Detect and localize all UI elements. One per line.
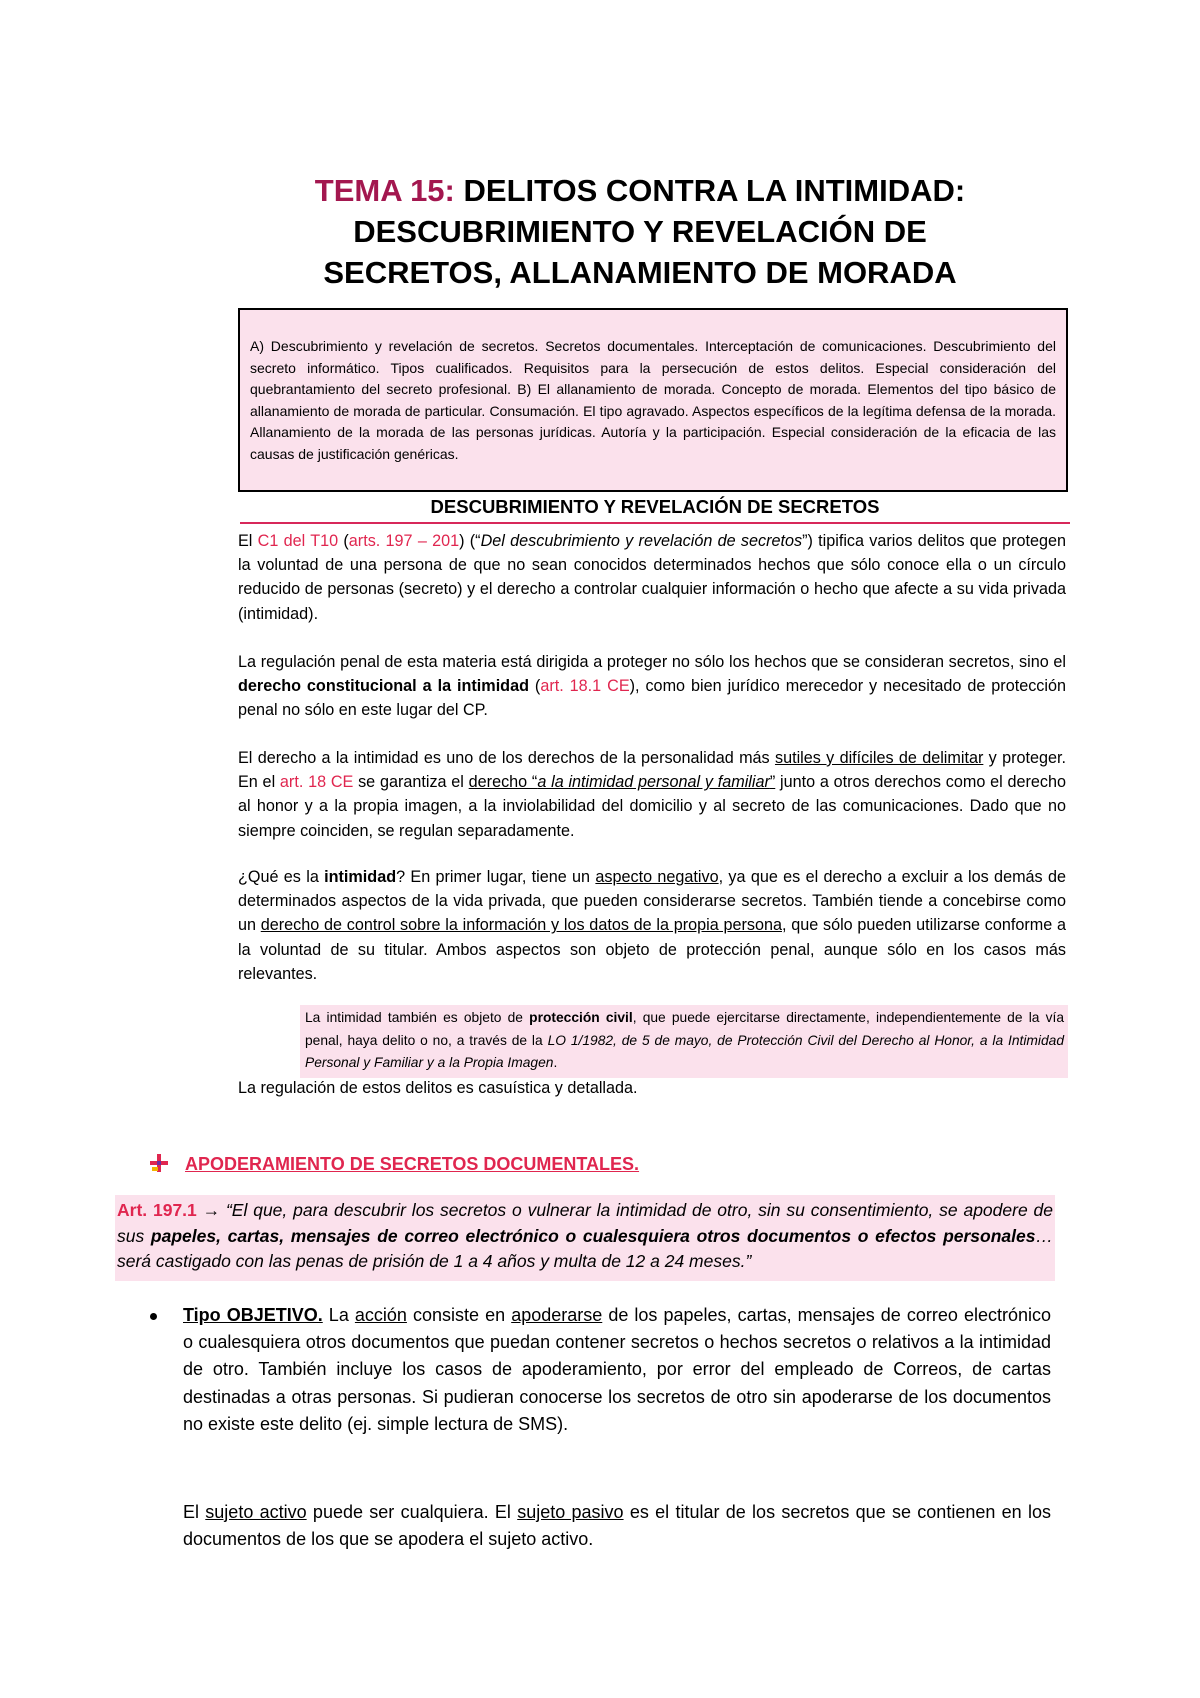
- article-ref: art. 18.1 CE: [540, 677, 630, 696]
- title-tema: TEMA 15:: [314, 173, 455, 208]
- heading-2-label: APODERAMIENTO DE SECRETOS DOCUMENTALES.: [185, 1154, 640, 1174]
- paragraph-5: La regulación de estos delitos es casuística y detallada.: [238, 1079, 638, 1097]
- title-line3: SECRETOS, ALLANAMIENTO DE MORADA: [323, 255, 957, 290]
- article-ref: art. 18 CE: [279, 773, 354, 792]
- bullet-dot-icon: [150, 1313, 157, 1320]
- title-line1: DELITOS CONTRA LA INTIMIDAD:: [463, 173, 966, 208]
- section-heading-2: [150, 1154, 639, 1175]
- article-number: Art. 197.1: [117, 1200, 197, 1220]
- paragraph-4: ¿Qué es la intimidad? En primer lugar, tiene un aspecto negativo, ya que es el derecho a excluir a los demás de determinados aspectos de la vida privada, que pueden considerarse secretos. También tiende a concebirse como un derecho de control sobre la información y los datos de la propia persona, que sólo pueden utilizarse conforme a la voluntad de su titular. Ambos aspectos son objeto de protección penal, aunque sólo en los casos más relevantes.: [238, 868, 1066, 983]
- bullet-paragraph-2: El sujeto activo puede ser cualquiera. El sujeto pasivo es el titular de los secretos que se contienen en los documentos de los que se apodera el sujeto activo.: [183, 1502, 1051, 1550]
- title-line2: DESCUBRIMIENTO Y REVELACIÓN DE: [353, 214, 927, 249]
- bullet-label: Tipo OBJETIVO.: [183, 1305, 323, 1325]
- document-title: [240, 170, 1040, 293]
- section-heading: DESCUBRIMIENTO Y REVELACIÓN DE SECRETOS: [240, 494, 1070, 524]
- paragraph-2: La regulación penal de esta materia está dirigida a proteger no sólo los hechos que se consideran secretos, sino el derecho constitucional a la intimidad (art. 18.1 CE), como bien jurídico merecedor y necesitado de protección penal no sólo en este lugar del CP.: [238, 653, 1066, 720]
- summary-box: A) Descubrimiento y revelación de secretos. Secretos documentales. Interceptación de comunicaciones. Descubrimiento del secreto informático. Tipos cualificados. Requisitos para la persecución de estos delitos. Especial consideración del quebrantamiento del secreto profesional. B) El allanamiento de morada. Concepto de morada. Elementos del tipo básico de allanamiento de morada de particular. Consumación. El tipo agravado. Aspectos específicos de la legítima defensa de la morada. Allanamiento de la morada de las personas jurídicas. Autoría y la participación. Especial consideración de la eficacia de las causas de justificación genéricas.: [238, 308, 1068, 492]
- chapter-ref: C1 del T10: [257, 532, 339, 550]
- paragraph-3: El derecho a la intimidad es uno de los derechos de la personalidad más sutiles y difíciles de delimitar y proteger. En el art. 18 CE se garantiza el derecho “a la intimidad personal y familiar” junto a otros derechos como el derecho al honor y a la propia imagen, a la inviolabilidad del domicilio y al secreto de las comunicaciones. Dado que no siempre coinciden, se regulan separadamente.: [238, 749, 1066, 840]
- bullet-plus-icon: [150, 1154, 168, 1172]
- bullet-paragraph: Tipo OBJETIVO. La acción consiste en apoderarse de los papeles, cartas, mensajes de correo electrónico o cualesquiera otros documentos que puedan contener secretos o hechos secretos o relativos a la intimidad de otro. También incluye los casos de apoderamiento, por error del empleado de Correos, de cartas destinadas a otras personas. Si pudieran conocerse los secretos de otro sin apoderarse de los documentos no existe este delito (ej. simple lectura de SMS).: [183, 1305, 1051, 1434]
- article-quote: Art. 197.1 → “El que, para descubrir los secretos o vulnerar la intimidad de otro, sin su consentimiento, se apodere de sus papeles, cartas, mensajes de correo electrónico o cualesquiera otros documentos o efectos personales… será castigado con las penas de prisión de 1 a 4 años y multa de 12 a 24 meses.”: [115, 1195, 1055, 1281]
- civil-protection-note: La intimidad también es objeto de protección civil, que puede ejercitarse directamente, independientemente de la vía penal, haya delito o no, a través de la LO 1/1982, de 5 de mayo, de Protección Civil del Derecho al Honor, a la Intimidad Personal y Familiar y a la Propia Imagen.: [300, 1005, 1068, 1078]
- paragraph-1: El C1 del T10 (arts. 197 – 201) (“Del descubrimiento y revelación de secretos”) tipifica varios delitos que protegen la voluntad de una persona de que no sean conocidos determinados hechos que sólo conoce ella o un círculo reducido de personas (secreto) y el derecho a controlar cualquier información o hecho que afecte a su vida privada (intimidad).: [238, 532, 1066, 623]
- articles-ref: arts. 197 – 201: [348, 532, 460, 550]
